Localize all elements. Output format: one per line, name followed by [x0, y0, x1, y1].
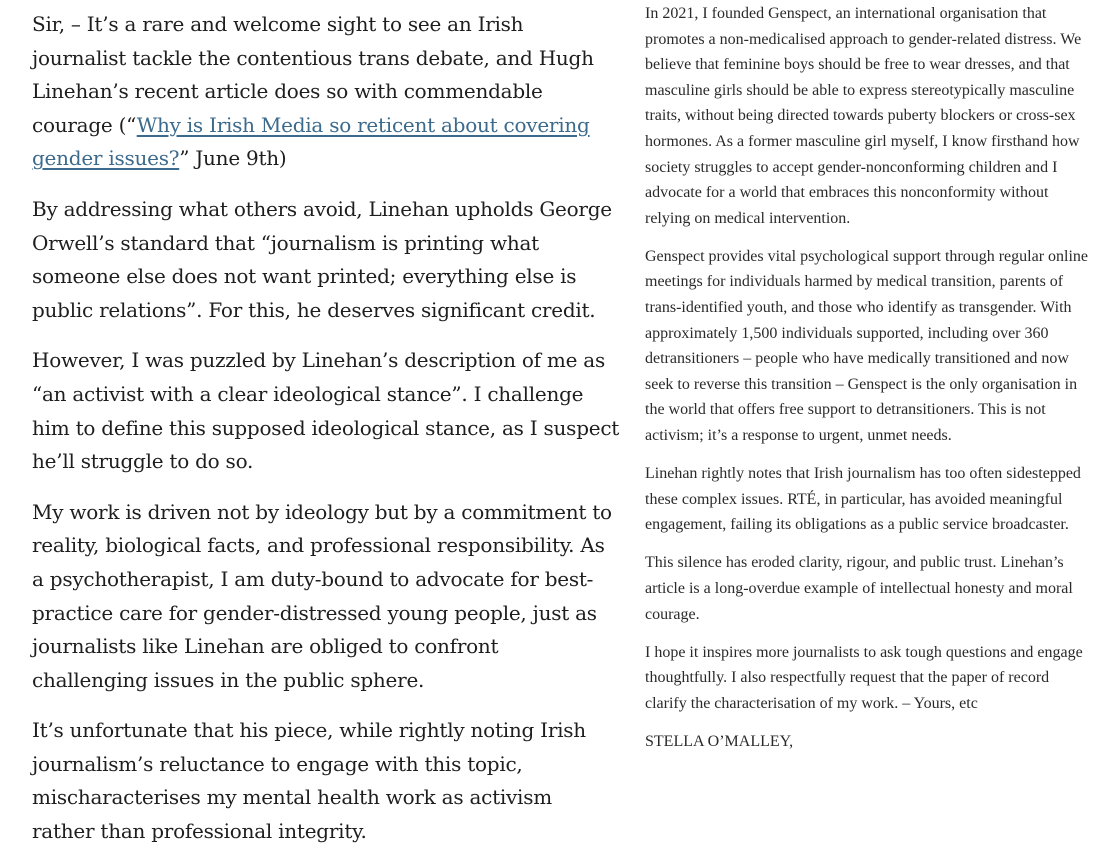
letter-left-column: [32, 8, 620, 866]
paragraph-orwell: By addressing what others avoid, Linehan upholds George Orwell’s standard that “journalism is printing what someone else does not want printed; everything else is public relations”. For this, he deserves significant credit.: [32, 196, 612, 322]
opening-date-text: ” June 9th): [179, 146, 287, 171]
article-link[interactable]: Why is Irish Media so reticent about covering gender issues?: [32, 112, 590, 171]
signature: STELLA O’MALLEY,: [645, 732, 794, 750]
paragraph-professional-work: My work is driven not by ideology but by a commitment to reality, biological facts, and professional responsibility. As a psychotherapist, I am duty-bound to advocate for best-practice care for gender-distressed young people, just as journalists like Linehan are obliged to confront challenging issues in the public sphere.: [32, 499, 612, 692]
letter-right-column: [645, 1, 1090, 767]
paragraph-closing: I hope it inspires more journalists to ask tough questions and engage thoughtfully. I also respectfully request that the paper of record clarify the characterisation of my work. – Yours, etc: [645, 643, 1083, 712]
paragraph-mischaracterisation: It’s unfortunate that his piece, while rightly noting Irish journalism’s reluctance to engage with this topic, mischaracterises my mental health work as activism rather than professional integrity.: [32, 718, 586, 844]
paragraph-rte: Linehan rightly notes that Irish journalism has too often sidestepped these complex issues. RTÉ, in particular, has avoided meaningful engagement, failing its obligations as a public service broadcaster.: [645, 465, 1081, 534]
paragraph-ideological-stance: However, I was puzzled by Linehan’s description of me as “an activist with a clear ideological stance”. I challenge him to define this supposed ideological stance, as I suspect he’ll struggle to do so.: [32, 348, 620, 474]
paragraph-genspect-founding: In 2021, I founded Genspect, an international organisation that promotes a non-medicalised approach to gender-related distress. We believe that feminine boys should be free to wear dresses, and that masculine girls should be able to express stereotypically masculine traits, without being directed towards puberty blockers or cross-sex hormones. As a former masculine girl myself, I know firsthand how society struggles to accept gender-nonconforming children and I advocate for a world that embraces this nonconformity without relying on medical intervention.: [645, 5, 1082, 227]
paragraph-opening: [32, 8, 620, 176]
paragraph-genspect-support: Genspect provides vital psychological support through regular online meetings for individuals harmed by medical transition, parents of trans-identified youth, and those who identify as transgender. With approximately 1,500 individuals supported, including over 360 detransitioners – people who have medically transitioned and now seek to reverse this transition – Genspect is the only organisation in the world that offers free support to detransitioners. This is not activism; it’s a response to urgent, unmet needs.: [645, 247, 1089, 444]
paragraph-silence: This silence has eroded clarity, rigour, and public trust. Linehan’s article is a long-overdue example of intellectual honesty and moral courage.: [645, 554, 1073, 623]
opening-text: Sir, – It’s a rare and welcome sight to see an Irish journalist tackle the contentious trans debate, and Hugh Linehan’s recent article does so with commendable courage (“: [32, 12, 594, 137]
